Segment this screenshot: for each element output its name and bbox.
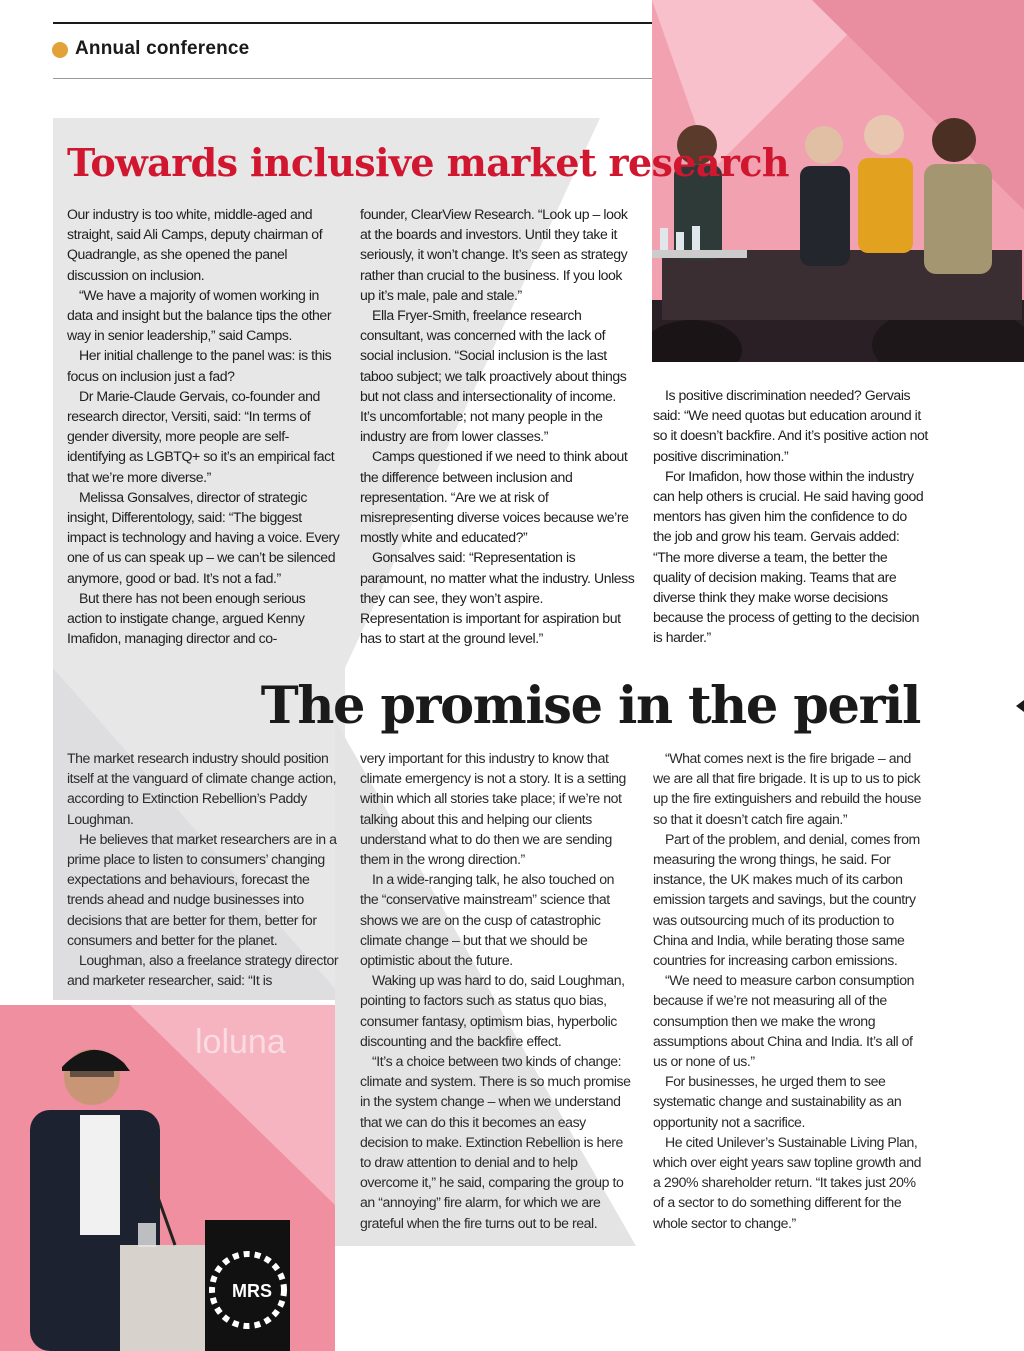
paragraph: Melissa Gonsalves, director of strategic insight, Differentology, said: “The biggest impact is technology and having a voice. Every one of us can speak up – we can’t be silenced anymore, good or bad. It’s not a fad.” bbox=[67, 488, 340, 586]
paragraph: For businesses, he urged them to see systematic change and sustainability as an opportunity not a sacrifice. bbox=[653, 1073, 902, 1130]
paragraph: Our industry is too white, middle-aged and straight, said Ali Camps, deputy chairman of Quadrangle, as she opened the panel discussion on inclusion. bbox=[67, 206, 323, 283]
paragraph: Waking up was hard to do, said Loughman, pointing to factors such as status quo bias, consumer fantasy, optimism bias, hyperbolic discounting and the backfire effect. bbox=[360, 972, 625, 1049]
paragraph: “We need to measure carbon consumption because if we’re not measuring all of the consumption then we make the wrong assumptions about China and India. It’s all of us or none of us.” bbox=[653, 972, 915, 1070]
article2-column-2 bbox=[360, 748, 635, 1233]
paragraph: In a wide-ranging talk, he also touched on the “conservative mainstream” science that shows we are on the cusp of catastrophic climate change – but that we should be optimistic about the future. bbox=[360, 871, 615, 969]
article2-column-3 bbox=[653, 748, 928, 1233]
paragraph: Ella Fryer-Smith, freelance research consultant, was concerned with the lack of social inclusion. “Social inclusion is the last taboo subject; we talk proactively about things but not class and intersectionality of income. It’s uncomfortable; not many people in the industry are from lower classes.” bbox=[360, 307, 627, 445]
paragraph: very important for this industry to know that climate emergency is not a story. It is a setting within which all stories take place; if we’re not talking about this and helping our clients understand what to do then we are sending them in the wrong direction.” bbox=[360, 750, 626, 868]
paragraph: Part of the problem, and denial, comes from measuring the wrong things, he said. For instance, the UK makes much of its carbon emission targets and savings, but the country was outsourcing much of its production to China and India, while berating those same countries for increasing carbon emissions. bbox=[653, 830, 920, 969]
header-bottom-rule bbox=[53, 78, 653, 79]
paragraph: “It’s a choice between two kinds of change: climate and system. There is so much promise in the system change – when we understand that we can do this it becomes an easy decision to make. Extinction Rebellion is here to draw attention to denial and to help overcome it,” he said, comparing the group to an “annoying” fire alarm, for which we are grateful when the fire turns out to be real. bbox=[360, 1053, 631, 1231]
article2-column-1 bbox=[67, 748, 342, 990]
paragraph: Gonsalves said: “Representation is paramount, no matter what the industry. Unless they can see, they won’t aspire. Representation is important for aspiration but has to start at the ground level.” bbox=[360, 549, 635, 647]
section-label: Annual conference bbox=[75, 38, 250, 59]
article1-column-2 bbox=[360, 204, 635, 648]
article1-column-3 bbox=[653, 385, 928, 648]
stage-sign-text: loluna bbox=[195, 1023, 286, 1061]
article1-headline: Towards inclusive market research bbox=[67, 140, 789, 185]
paragraph: He believes that market researchers are in a prime place to listen to consumers’ changing expectations and behaviours, forecast the trends ahead and nudge businesses into decisions that are better for them, better for consumers and better for the planet. bbox=[67, 830, 337, 948]
paragraph: “What comes next is the fire brigade – and we are all that fire brigade. It is up to us to pick up the fire extinguishers and rebuild the house so that it doesn’t catch fire again.” bbox=[653, 750, 921, 827]
paragraph: He cited Unilever’s Sustainable Living Plan, which over eight years saw topline growth and a 290% shareholder return. “It takes just 20% of a sector to do something different for the whole sector to change.” bbox=[653, 1133, 922, 1231]
paragraph: “We have a majority of women working in data and insight but the balance tips the other way in senior leadership,” said Camps. bbox=[67, 286, 332, 344]
lectern-logo-text: MRS bbox=[232, 1281, 272, 1301]
paragraph: Is positive discrimination needed? Gervais said: “We need quotas but education around it so it doesn’t backfire. And it’s positive action not positive discrimination.” bbox=[653, 387, 928, 464]
header-top-rule bbox=[53, 22, 653, 24]
paragraph: For Imafidon, how those within the industry can help others is crucial. He said having good mentors has given him the confidence to do the job and grow his team. Gervais added: “The more diverse a team, the better the quality of decision making. Teams that are diverse think they make worse decisions because the process of getting to the decision is harder.” bbox=[653, 467, 924, 646]
article2-headline: The promise in the peril bbox=[260, 676, 920, 736]
paragraph: Loughman, also a freelance strategy director and marketer researcher, said: “It is bbox=[67, 952, 339, 989]
article1-column-1 bbox=[67, 204, 342, 648]
section-bullet-dot bbox=[52, 42, 68, 58]
paragraph: Her initial challenge to the panel was: is this focus on inclusion just a fad? bbox=[67, 347, 332, 384]
paragraph: But there has not been enough serious action to instigate change, argued Kenny Imafidon, managing director and co- bbox=[67, 589, 306, 647]
paragraph: founder, ClearView Research. “Look up – look at the boards and investors. Until they take it seriously, it won’t change. It’s seen as strategy rather than crucial to the business. If you look up it’s male, pale and stale.” bbox=[360, 206, 628, 303]
speaker-photo bbox=[0, 1005, 335, 1351]
paragraph: The market research industry should position itself at the vanguard of climate change action, according to Extinction Rebellion’s Paddy Loughman. bbox=[67, 750, 337, 827]
paragraph: Camps questioned if we need to think about the difference between inclusion and representation. “Are we at risk of misrepresenting diverse voices because we’re mostly white and educated?” bbox=[360, 448, 629, 546]
paragraph: Dr Marie-Claude Gervais, co-founder and research director, Versiti, said: “In terms of gender diversity, more people are self-identifying as LGBTQ+ so it’s an empirical fact that we’re more diverse.” bbox=[67, 387, 335, 485]
